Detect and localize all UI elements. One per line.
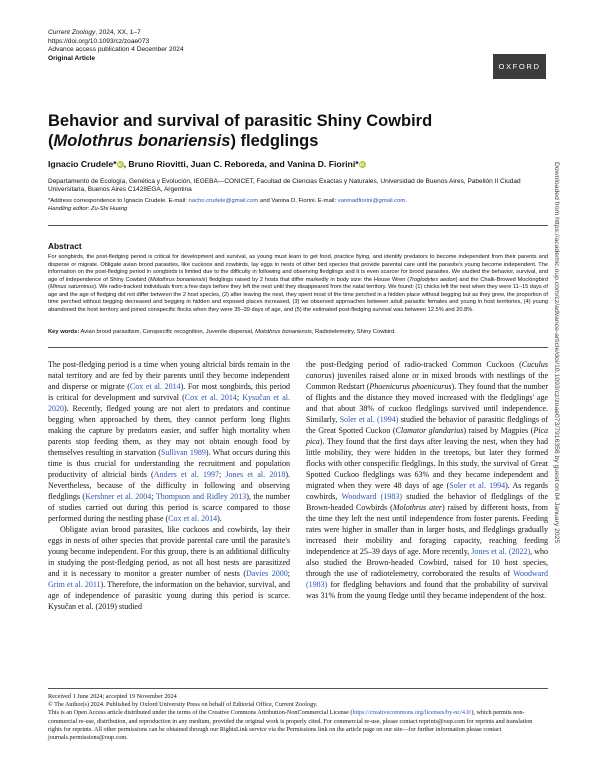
article-title: Behavior and survival of parasitic Shiny Cowbird (Molothrus bonariensis) fledglings bbox=[48, 112, 433, 150]
license-link[interactable]: https://creativecommons.org/licenses/by-nc/4.0/ bbox=[352, 709, 472, 717]
doi-line[interactable]: https://doi.org/10.1093/cz/zoae073 bbox=[48, 37, 150, 45]
orcid-icon[interactable]: iD bbox=[359, 162, 365, 167]
copyright: © The Author(s) 2024. Published by Oxford University Press on behalf of Editorial Office, Current Zoology. bbox=[48, 701, 318, 709]
received-dates: Received 1 June 2024; accepted 19 November 2024 bbox=[48, 693, 177, 700]
citation-link[interactable]: Sullivan 1989 bbox=[160, 448, 206, 457]
oxford-logo: OXFORD bbox=[493, 54, 546, 79]
title-line1: Behavior and survival of parasitic Shiny Cowbird bbox=[48, 112, 433, 130]
volume-line: , 2024, XX, 1–7 bbox=[95, 29, 141, 36]
abstract-heading: Abstract bbox=[48, 241, 82, 251]
author-crudele: Ignacio Crudele bbox=[48, 159, 114, 169]
journal-header bbox=[48, 29, 184, 63]
citation-link[interactable]: Kershner et al. 2004 bbox=[85, 492, 152, 501]
citation-link[interactable]: Jones et al. 2018 bbox=[225, 470, 286, 479]
citation-link[interactable]: Jones et al. (2022) bbox=[471, 547, 531, 556]
author-others: , Bruno Riovitti, Juan C. Reboreda, and Vanina D. Fiorini bbox=[123, 159, 356, 169]
body-column-left bbox=[48, 359, 290, 612]
citation-link[interactable]: Grim et al. 2011 bbox=[48, 580, 101, 589]
divider bbox=[48, 225, 548, 226]
keywords: Key words: Avian brood parasitism, Conspecific recognition, Juvenile dispersal, Molothrus bonariensis, Radiotelemetry, Shiny Cowbird. bbox=[48, 329, 396, 335]
license-text: This is an Open Access article distributed under the terms of the Creative Commons Attribution-NonCommercial License (https://creativecommons.org/licenses/by-nc/4.0/), which permits non-commercial re-use, distribution, and reproduction in any medium, provided the original work is properly cited. For commercial re-use, please contact reprints@oup.com for reprints and translation rights for reprints. All other permissions can be obtained through our RightsLink service via the Permissions link on the article page on our site—for further information please contact journals.permissions@oup.com. bbox=[48, 709, 533, 742]
author-list: Ignacio Crudele*iD, Bruno Riovitti, Juan C. Reboreda, and Vanina D. Fiorini*iD bbox=[48, 159, 365, 169]
citation-link[interactable]: Woodward (1983) bbox=[341, 492, 403, 501]
correspondence: *Address correspondence to Ignacio Crudele. E-mail: nacho.crudele@gmail.com and Vanina D. Fiorini. E-mail: vaninadfiorini@gmail.com. Handling editor: Zu-Shi Huang bbox=[48, 198, 407, 212]
download-watermark: Downloaded from https://academic.oup.com/cz/advance-article/doi/10.1093/cz/zoae073/7916358 by guest on 04 January 2025 bbox=[553, 162, 560, 544]
email-link-crudele[interactable]: nacho.crudele@gmail.com bbox=[188, 198, 259, 204]
title-species: Molothrus bonariensis bbox=[53, 132, 231, 150]
email-link-fiorini[interactable]: vaninadfiorini@gmail.com bbox=[337, 198, 406, 204]
citation-link[interactable]: Davies 2000 bbox=[246, 569, 288, 578]
orcid-icon[interactable]: iD bbox=[117, 162, 123, 167]
article-type: Original Article bbox=[48, 54, 96, 62]
citation-link[interactable]: Thompson and Ridley 2013 bbox=[155, 492, 247, 501]
divider bbox=[48, 347, 548, 348]
citation-link[interactable]: Cox et al. 2014 bbox=[168, 514, 218, 523]
body-column-right bbox=[306, 359, 548, 601]
paragraph: the post-fledging period of radio-tracked Common Cuckoos (Cuculus canorus) juveniles raised alone or in mixed broods with nestlings of the Common Redstart (Phoenicurus phoenicurus). They found that the number of flights and the distance they moved increased with the fledglings' age and that about 38% of cuckoo fledglings survived until independence. Similarly, Soler et al. (1994) studied the behavior of parasitic fledglings of the Great Spotted Cuckoo (Clamator glandarius) raised by Magpies (Pica pica). They found that the first days after leaving the nest, when they had little mobility, they were hidden in the treetops, but later they formed flocks with other conspecific fledglings. In this study, the survival of Great Spotted Cuckoo fledglings was 63% and they became independent and migrated when they were 48 days of age (Soler et al. 1994). As regards cowbirds, Woodward (1983) studied the behavior of fledglings of the Brown-headed Cowbirds (Molothrus ater) raised by different hosts, from the time they left the nest until independence from foster parents. Feeding rates were higher in smaller than in larger hosts, and fledglings gradually increased their mobility and foraging capacity, reaching feeding independence at 25–39 days of age. More recently, Jones et al. (2022), who also studied the Brown-headed Cowbird, raised for 10 host species, through the use of radiotelemetry, corroborated the results of Woodward (1983) for fledgling behaviors and found that the probability of survival was 31% from the young fledge until they became independent of the host. bbox=[306, 360, 549, 600]
handling-editor: Handling editor: Zu-Shi Huang bbox=[48, 205, 128, 212]
paragraph: Obligate avian brood parasites, like cuckoos and cowbirds, lay their eggs in nests of other species that provide parental care until the parasite's young become independent. For this group, there is an additional difficulty in studying the post-fledging period, as not all host nests are parasitized and it is necessary to monitor a greater number of nests (Davies 2000; Grim et al. 2011). Therefore, the information on the behavior, survival, and age of independence of parasitic young during this period is scarce. Kysučan et al. (2019) studied bbox=[48, 525, 290, 611]
citation-link[interactable]: Kysučan et al. 2020 bbox=[48, 393, 290, 413]
affiliation: Departamento de Ecología, Genética y Evolución, IEGEBA—CONICET, Facultad de Ciencias Exactas y Naturales, Universidad de Buenos Aires, Pabellón II Ciudad Universitaria, Buenos Aires C1428EGA, Argentina bbox=[48, 178, 521, 194]
citation-link[interactable]: Woodward (1983) bbox=[306, 569, 548, 589]
advance-access-line: Advance access publication 4 December 2024 bbox=[48, 46, 184, 54]
citation-link[interactable]: Cox et al. 2014 bbox=[129, 382, 181, 391]
citation-link[interactable]: Anders et al. 1997 bbox=[153, 470, 219, 479]
citation-link[interactable]: Cox et al. 2014 bbox=[184, 393, 237, 402]
citation-link[interactable]: Soler et al. 1994 bbox=[449, 481, 506, 490]
divider bbox=[48, 688, 548, 689]
footer bbox=[48, 693, 548, 742]
abstract-text: For songbirds, the post-fledging period is critical for development and survival, as young must learn to get food, practice flying, and identify predators to become independent from their parents and disperse or migrate. Obligate avian brood parasites, like cuckoos and cowbirds, lay eggs in nests of other bird species that provide parental care until the parasite's young become independent. The information on the post-fledging period in songbirds is limited due to the difficulty in following and observing fledglings and it is even scarcer for brood parasites. We studied the behavior, survival, and age of independence of Shiny Cowbird (Molothrus bonariensis) fledglings raised by 2 hosts that differ markedly in body size: the House Wren (Troglodytes aedon) and the Chalk-Browed Mockingbird (Mimus saturninus). We radio-tracked individuals from a few days before they left the nest until they disappeared from the natal territory. We found: (1) chicks left the nest when they were 11–15 days of age and the age of fledging did not differ between the 2 host species, (2) after leaving the nest, they spent most of the time perched in a hidden place without begging but as they grew, the proportion of time perched without begging decreased and begging in hidden and exposed places increased, (3) we observed approaches between adult parasitic females and young in host territories, (4) young abandoned the host territory and joined conspecific flocks when they were 35–39 days of age, and (5) the estimated post-fledging survival was between 12.5% and 20.8%. bbox=[48, 254, 549, 313]
citation-link[interactable]: Soler et al. (1994) bbox=[339, 415, 399, 424]
journal-name: Current Zoology bbox=[48, 29, 96, 36]
paragraph: The post-fledging period is a time when young altricial birds remain in the natal territory and are fed by their parents until they become independent and disperse or migrate (Cox et al. 2014). For most songbirds, this period is critical for development and survival (Cox et al. 2014; Kysučan et al. 2020). Recently, fledged young are not alert to predators and continue begging when approached by them, they cannot perform long flights making the capture by predators easier, and suffer high mortality when parents stop feeding them, as they may not obtain enough food by themselves resulting in starvation (Sullivan 1989). What occurs during this time is thus crucial for understanding the recruitment and population productivity of altricial birds (Anders et al. 1997; Jones et al. 2018). Nevertheless, because of the difficulty in following and observing fledglings (Kershner et al. 2004; Thompson and Ridley 2013), the number of studies carried out during this period is scarce compared to those performed during the nestling phase (Cox et al. 2014). bbox=[48, 360, 291, 523]
